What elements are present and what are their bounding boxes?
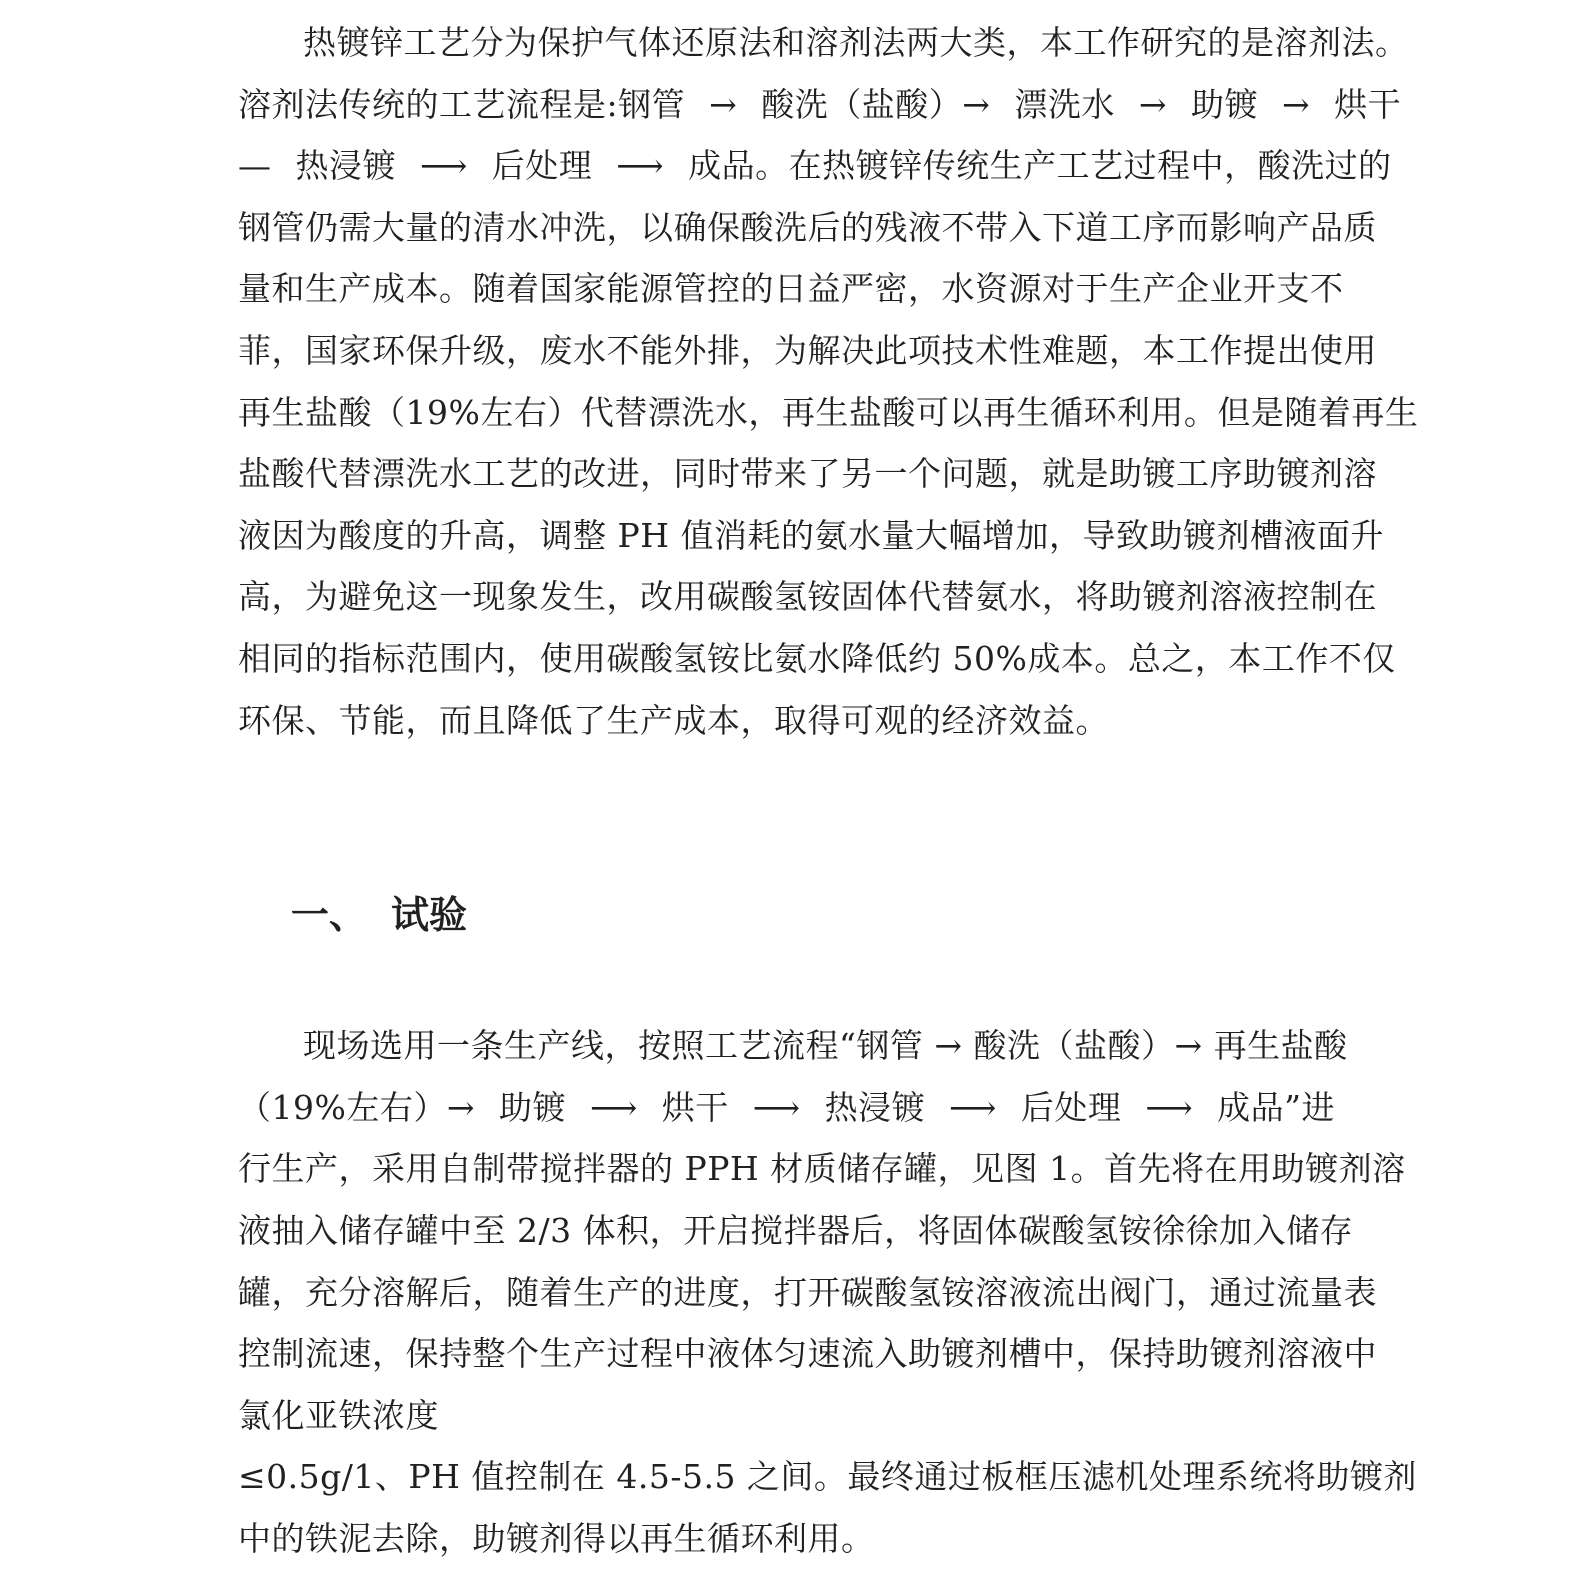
experiment-paragraph-line: 罐，充分溶解后，随着生产的进度，打开碳酸氢铵溶液流出阀门，通过流量表 [238,1272,1377,1312]
intro-paragraph-line: 盐酸代替漂洗水工艺的改进，同时带来了另一个问题，就是助镀工序助镀剂溶 [238,454,1377,494]
intro-paragraph-line: 菲，国家环保升级，废水不能外排，为解决此项技术性难题，本工作提出使用 [238,330,1377,370]
experiment-paragraph-line: ≤0.5g/1、PH 值控制在 4.5-5.5 之间。最终通过板框压滤机处理系统将助镀剂 [238,1457,1417,1497]
section-heading-experiment [238,822,1363,1008]
intro-paragraph-line: 高，为避免这一现象发生，改用碳酸氢铵固体代替氨水，将助镀剂溶液控制在 [238,577,1377,617]
intro-paragraph-line: 钢管仍需大量的清水冲洗，以确保酸洗后的残液不带入下道工序而影响产品质 [238,207,1377,247]
intro-paragraph-line: 相同的指标范围内，使用碳酸氢铵比氨水降低约 50%成本。总之，本工作不仅 [238,638,1396,678]
section-heading-number: 一、 [290,892,367,938]
section-heading-title: 试验 [390,892,467,938]
intro-paragraph-line: 量和生产成本。随着国家能源管控的日益严密，水资源对于生产企业开支不 [238,269,1344,309]
intro-paragraph-line-process-flow: 溶剂法传统的工艺流程是:钢管 → 酸洗（盐酸）→ 漂洗水 → 助镀 → 烘干 [238,84,1402,124]
experiment-paragraph-line: 行生产，采用自制带搅拌器的 PPH 材质储存罐，见图 1。首先将在用助镀剂溶 [238,1149,1406,1189]
experiment-paragraph-line: 氯化亚铁浓度 [238,1395,439,1435]
intro-paragraph-line: 热镀锌工艺分为保护气体还原法和溶剂法两大类，本工作研究的是溶剂法。 [303,23,1409,62]
experiment-paragraph-line: 液抽入储存罐中至 2/3 体积，开启搅拌器后，将固体碳酸氢铵徐徐加入储存 [238,1210,1354,1250]
experiment-paragraph-line: 控制流速，保持整个生产过程中液体匀速流入助镀剂槽中，保持助镀剂溶液中 [238,1334,1377,1374]
intro-paragraph-line: 再生盐酸（19%左右）代替漂洗水，再生盐酸可以再生循环利用。但是随着再生 [238,392,1419,432]
experiment-paragraph-line-process-flow: 现场选用一条生产线，按照工艺流程“钢管 → 酸洗（盐酸）→ 再生盐酸 [303,1026,1348,1066]
intro-paragraph-line: 环保、节能，而且降低了生产成本，取得可观的经济效益。 [238,700,1109,740]
intro-paragraph-line-process-flow: — 热浸镀 ⟶ 后处理 ⟶ 成品。在热镀锌传统生产工艺过程中，酸洗过的 [238,146,1392,186]
experiment-paragraph-line: 中的铁泥去除，助镀剂得以再生循环利用。 [238,1518,875,1558]
intro-paragraph-line: 液因为酸度的升高，调整 PH 值消耗的氨水量大幅增加，导致助镀剂槽液面升 [238,515,1384,555]
experiment-paragraph-line-process-flow: （19%左右）→ 助镀 ⟶ 烘干 ⟶ 热浸镀 ⟶ 后处理 ⟶ 成品”进 [238,1087,1336,1127]
